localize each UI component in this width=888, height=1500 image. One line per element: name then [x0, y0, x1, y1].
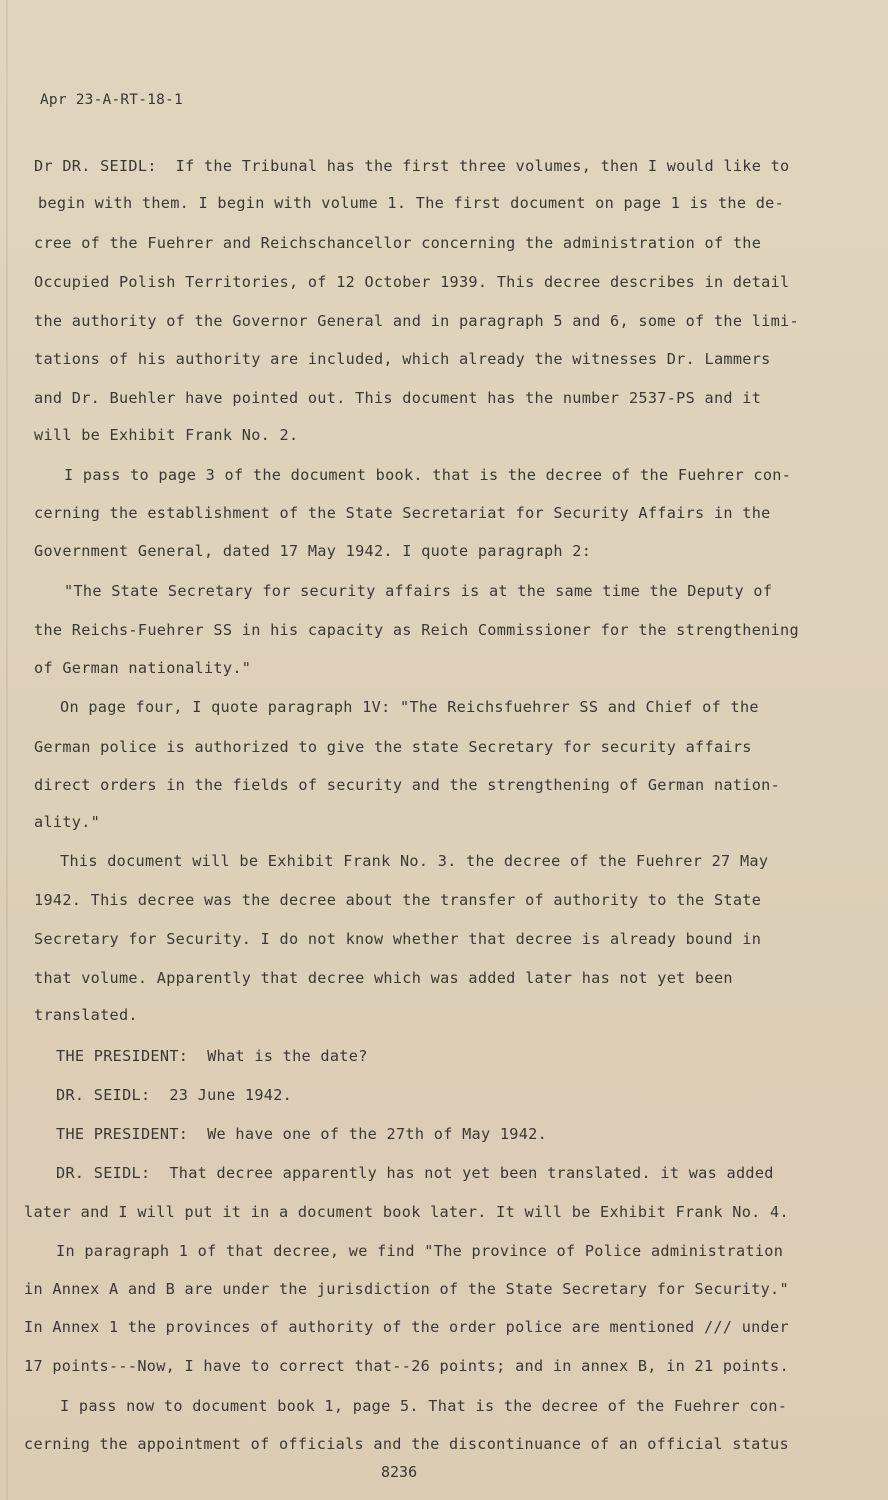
text-line: DR. SEIDL: 23 June 1942. — [56, 1086, 293, 1104]
document-header: Apr 23-A-RT-18-1 — [40, 92, 183, 108]
text-line: of German nationality." — [34, 659, 252, 677]
text-line: Secretary for Security. I do not know whether that decree is already bound in — [34, 930, 762, 948]
text-line: in Annex A and B are under the jurisdiction of the State Secretary for Security." — [24, 1280, 789, 1298]
text-line: DR. SEIDL: That decree apparently has not yet been translated. it was added — [56, 1164, 774, 1182]
text-line: I pass to page 3 of the document book. that is the decree of the Fuehrer con- — [64, 466, 792, 484]
page-number: 8236 — [381, 1463, 418, 1481]
text-line: that volume. Apparently that decree which was added later has not yet been — [34, 969, 733, 987]
text-line: German police is authorized to give the state Secretary for security affairs — [34, 738, 752, 756]
text-line: the Reichs-Fuehrer SS in his capacity as Reich Commissioner for the strengthening — [34, 621, 799, 639]
text-line: In paragraph 1 of that decree, we find "The province of Police administration — [56, 1242, 784, 1260]
text-line: will be Exhibit Frank No. 2. — [34, 426, 299, 444]
text-line: Occupied Polish Territories, of 12 October 1939. This decree describes in detail — [34, 273, 790, 291]
text-line: On page four, I quote paragraph 1V: "The Reichsfuehrer SS and Chief of the — [60, 698, 759, 716]
text-line: ality." — [34, 813, 101, 831]
text-line: cree of the Fuehrer and Reichschancellor concerning the administration of the — [34, 234, 762, 252]
text-line: cerning the appointment of officials and the discontinuance of an official status — [24, 1435, 789, 1453]
text-line: tations of his authority are included, which already the witnesses Dr. Lammers — [34, 350, 771, 368]
text-line: later and I will put it in a document book later. It will be Exhibit Frank No. 4. — [24, 1203, 789, 1221]
text-line: "The State Secretary for security affairs is at the same time the Deputy of — [64, 582, 773, 600]
text-line: I pass now to document book 1, page 5. That is the decree of the Fuehrer con- — [60, 1397, 788, 1415]
text-line: Government General, dated 17 May 1942. I quote paragraph 2: — [34, 542, 592, 560]
text-line: This document will be Exhibit Frank No. 3. the decree of the Fuehrer 27 May — [60, 852, 769, 870]
text-line: In Annex 1 the provinces of authority of the order police are mentioned /// under — [24, 1318, 789, 1336]
text-line: translated. — [34, 1006, 138, 1024]
text-line: 1942. This decree was the decree about the transfer of authority to the State — [34, 891, 762, 909]
text-line: Dr DR. SEIDL: If the Tribunal has the first three volumes, then I would like to — [34, 157, 790, 175]
text-line: THE PRESIDENT: We have one of the 27th of May 1942. — [56, 1125, 548, 1143]
text-line: the authority of the Governor General and in paragraph 5 and 6, some of the limi- — [34, 312, 799, 330]
text-line: 17 points---Now, I have to correct that--26 points; and in annex B, in 21 points. — [24, 1357, 789, 1375]
text-line: begin with them. I begin with volume 1. The first document on page 1 is the de- — [38, 194, 785, 212]
text-line: cerning the establishment of the State Secretariat for Security Affairs in the — [34, 504, 771, 522]
text-line: THE PRESIDENT: What is the date? — [56, 1047, 368, 1065]
text-line: direct orders in the fields of security and the strengthening of German nation- — [34, 776, 781, 794]
text-line: and Dr. Buehler have pointed out. This document has the number 2537-PS and it — [34, 389, 762, 407]
